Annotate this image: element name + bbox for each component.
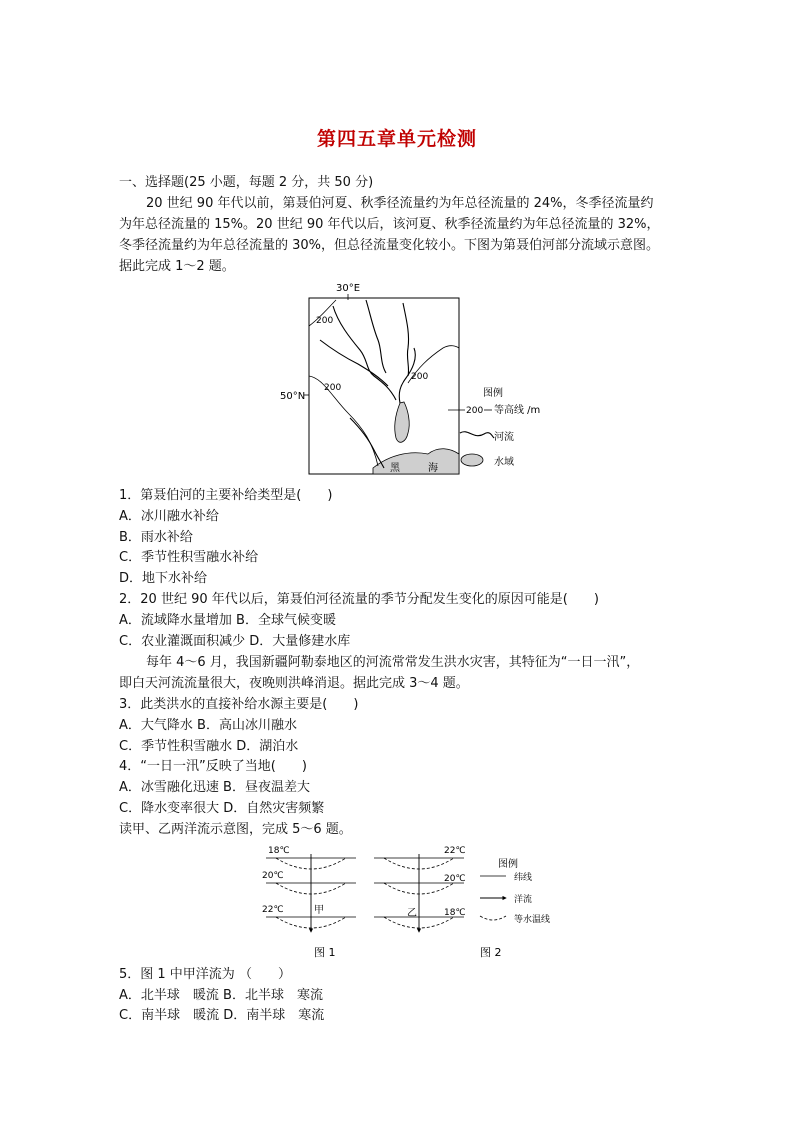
legend-water: 水域 bbox=[494, 457, 514, 468]
sea-label: 黑 bbox=[390, 463, 400, 474]
paragraph-line: 冬季径流量约为年总径流量的 30%，但总径流量变化较小。下图为第聂伯河部分流域示意图。 bbox=[119, 238, 660, 253]
option: D．地下水补给 bbox=[119, 571, 208, 586]
temp-label: 22℃ bbox=[262, 905, 284, 915]
legend-title: 图例 bbox=[483, 388, 503, 399]
contour-label: 200 bbox=[324, 383, 342, 393]
legend-isotherm: 等水温线 bbox=[514, 915, 551, 925]
paragraph-line: 为年总径流量的 15%。20 世纪 90 年代以后，该河夏、秋季径流量约为年总径流量的 32%， bbox=[119, 217, 660, 232]
river bbox=[350, 418, 384, 468]
river bbox=[366, 300, 386, 373]
option: A．冰雪融化迅速 B．昼夜温差大 bbox=[119, 780, 310, 795]
water-icon bbox=[461, 454, 483, 466]
temp-label: 22℃ bbox=[444, 846, 466, 856]
paragraph-line: 读甲、乙两洋流示意图，完成 5～6 题。 bbox=[119, 822, 352, 837]
current-label: 甲 bbox=[314, 905, 324, 916]
question-3: 3．此类洪水的直接补给水源主要是( ) bbox=[119, 697, 359, 712]
option: C．农业灌溉面积减少 D．大量修建水库 bbox=[119, 634, 351, 649]
option: A．流域降水量增加 B．全球气候变暖 bbox=[119, 613, 336, 628]
black-sea bbox=[373, 449, 459, 474]
longitude-label: 30°E bbox=[336, 283, 361, 294]
temp-label: 18℃ bbox=[444, 908, 466, 918]
question-5: 5．图 1 中甲洋流为 （ ） bbox=[119, 967, 291, 982]
latitude-label: 50°N bbox=[280, 391, 306, 402]
river-icon bbox=[460, 432, 494, 438]
river bbox=[403, 303, 409, 376]
question-4: 4．“一日一汛”反映了当地( ) bbox=[119, 759, 307, 774]
option: C．季节性积雪融水 D．湖泊水 bbox=[119, 739, 299, 754]
option: B．雨水补给 bbox=[119, 530, 193, 545]
sea-label: 海 bbox=[428, 463, 438, 474]
contour-line bbox=[309, 376, 378, 466]
section-heading: 一、选择题(25 小题，每题 2 分，共 50 分) bbox=[119, 175, 374, 190]
temp-label: 18℃ bbox=[268, 846, 290, 856]
legend-contour: 等高线 /m bbox=[494, 405, 541, 416]
contour-label: 200 bbox=[316, 316, 334, 326]
paragraph-line: 每年 4～6 月，我国新疆阿勒泰地区的河流常常发生洪水灾害，其特征为“一日一汛”， bbox=[146, 655, 640, 670]
paragraph-line: 即白天河流流量很大，夜晚则洪峰消退。据此完成 3～4 题。 bbox=[119, 676, 469, 691]
legend-title: 图例 bbox=[498, 859, 518, 870]
option: A．大气降水 B．高山冰川融水 bbox=[119, 718, 297, 733]
legend-current: 洋流 bbox=[514, 895, 533, 905]
page-title: 第四五章单元检测 bbox=[316, 128, 477, 150]
option: C．降水变率很大 D．自然灾害频繁 bbox=[119, 801, 325, 816]
option: A．北半球 暖流 B．北半球 寒流 bbox=[119, 988, 323, 1003]
legend-latitude: 纬线 bbox=[514, 873, 533, 883]
figure-caption: 图 1 bbox=[314, 946, 336, 959]
temp-label: 20℃ bbox=[262, 871, 284, 881]
temp-label: 20℃ bbox=[444, 874, 466, 884]
contour-label: 200 bbox=[411, 372, 429, 382]
dnieper-map-figure bbox=[278, 278, 558, 482]
reservoir bbox=[395, 402, 409, 442]
option: C．南半球 暖流 D．南半球 寒流 bbox=[119, 1008, 325, 1023]
legend-contour-value: 200 bbox=[466, 406, 484, 416]
ocean-current-figure bbox=[258, 840, 568, 964]
river bbox=[333, 306, 396, 400]
paragraph-line: 据此完成 1～2 题。 bbox=[119, 259, 235, 274]
question-1: 1．第聂伯河的主要补给类型是( ) bbox=[119, 488, 333, 503]
option: C．季节性积雪融水补给 bbox=[119, 550, 259, 565]
paragraph-line: 20 世纪 90 年代以前，第聂伯河夏、秋季径流量约为年总径流量的 24%，冬季径流量约 bbox=[146, 196, 654, 211]
figure-caption: 图 2 bbox=[480, 946, 502, 959]
legend-river: 河流 bbox=[494, 432, 514, 443]
current-label: 乙 bbox=[407, 908, 417, 919]
option: A．冰川融水补给 bbox=[119, 509, 219, 524]
question-2: 2．20 世纪 90 年代以后，第聂伯河径流量的季节分配发生变化的原因可能是( ) bbox=[119, 592, 599, 607]
